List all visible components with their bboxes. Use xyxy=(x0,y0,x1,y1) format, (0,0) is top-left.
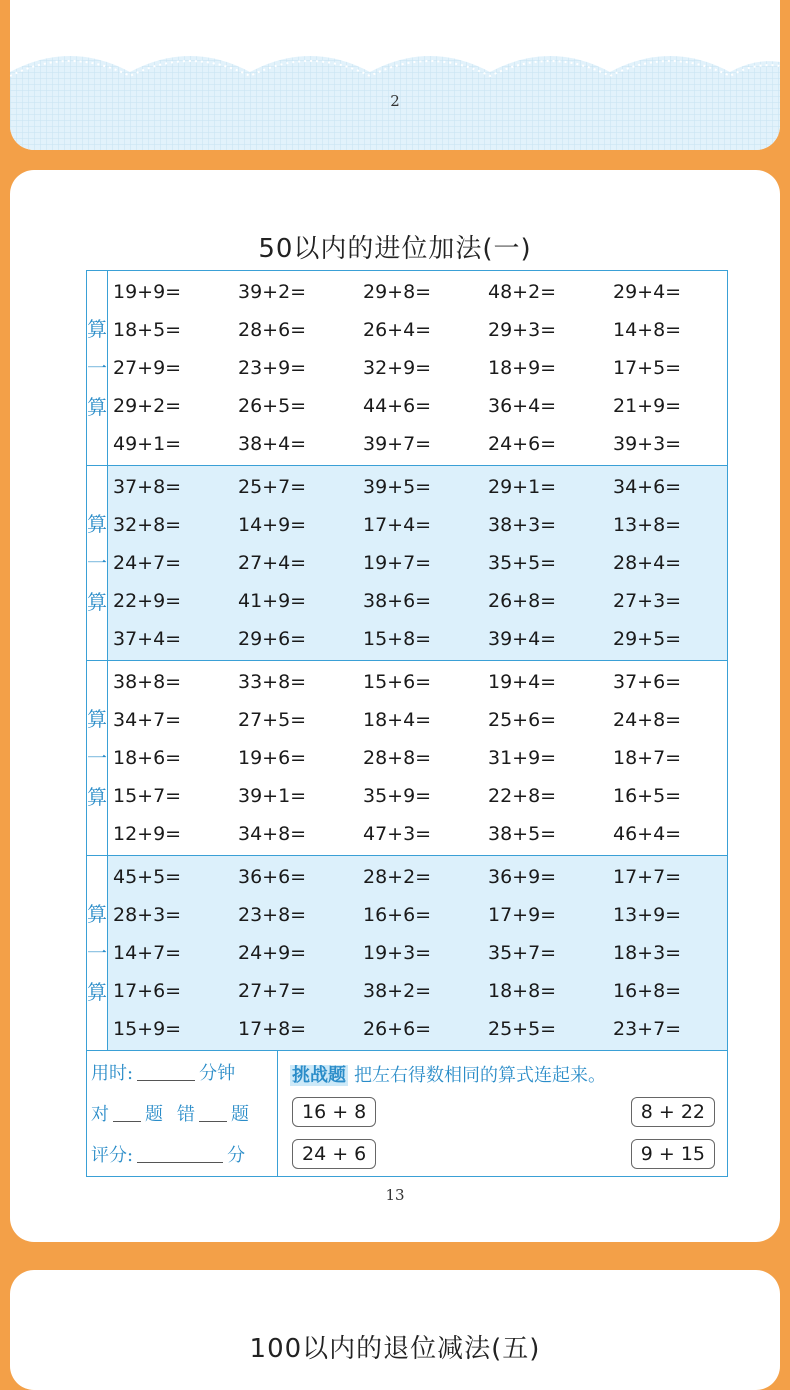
section-side-label xyxy=(87,466,108,660)
section-side-label xyxy=(87,856,108,1050)
exercise-item: 39+3= xyxy=(613,433,682,455)
exercise-section-4 xyxy=(87,856,727,1051)
exercise-item: 25+7= xyxy=(238,476,307,498)
exercise-item: 38+4= xyxy=(238,433,307,455)
correct-label: 对 xyxy=(91,1103,109,1125)
exercise-item: 27+5= xyxy=(238,709,307,731)
exercise-item: 37+6= xyxy=(613,671,682,693)
exercise-item: 36+9= xyxy=(488,866,557,888)
section-side-label xyxy=(87,661,108,855)
score-blank[interactable] xyxy=(137,1144,223,1163)
exercise-item: 28+6= xyxy=(238,319,307,341)
exercise-row xyxy=(108,701,733,739)
exercise-item: 15+7= xyxy=(113,785,182,807)
exercise-item: 21+9= xyxy=(613,395,682,417)
exercise-item: 47+3= xyxy=(363,823,432,845)
exercise-item: 34+6= xyxy=(613,476,682,498)
exercise-item: 17+5= xyxy=(613,357,682,379)
side-char: 算 xyxy=(87,394,107,419)
exercise-row xyxy=(108,663,733,701)
exercise-item: 46+4= xyxy=(613,823,682,845)
exercise-item: 24+8= xyxy=(613,709,682,731)
exercise-item: 16+8= xyxy=(613,980,682,1002)
right-equation-2[interactable]: 9 + 15 xyxy=(631,1139,715,1169)
exercise-item: 13+8= xyxy=(613,514,682,536)
exercise-item: 28+2= xyxy=(363,866,432,888)
exercise-item: 18+9= xyxy=(488,357,557,379)
side-char: 一 xyxy=(87,550,107,575)
exercise-row xyxy=(108,777,733,815)
exercise-item: 35+5= xyxy=(488,552,557,574)
exercise-item: 19+4= xyxy=(488,671,557,693)
exercise-item: 15+8= xyxy=(363,628,432,650)
exercise-row xyxy=(108,739,733,777)
exercise-item: 39+2= xyxy=(238,281,307,303)
exercise-item: 38+5= xyxy=(488,823,557,845)
exercise-item: 28+4= xyxy=(613,552,682,574)
challenge-instruction xyxy=(290,1061,606,1087)
exercise-item: 26+6= xyxy=(363,1018,432,1040)
worksheet-card xyxy=(10,170,780,1242)
exercise-item: 19+7= xyxy=(363,552,432,574)
score-unit: 分 xyxy=(227,1144,246,1166)
worksheet-footer xyxy=(87,1051,727,1176)
exercise-row xyxy=(108,349,733,387)
correct-wrong-line xyxy=(91,1092,277,1133)
exercise-item: 34+7= xyxy=(113,709,182,731)
exercise-item: 38+6= xyxy=(363,590,432,612)
exercise-item: 26+5= xyxy=(238,395,307,417)
exercise-item: 39+5= xyxy=(363,476,432,498)
exercise-item: 38+2= xyxy=(363,980,432,1002)
exercise-item: 27+4= xyxy=(238,552,307,574)
side-char: 算 xyxy=(87,589,107,614)
exercise-grid xyxy=(86,270,728,1177)
exercise-item: 18+8= xyxy=(488,980,557,1002)
exercise-row xyxy=(108,273,733,311)
page-number: 13 xyxy=(385,1186,405,1204)
exercise-item: 23+7= xyxy=(613,1018,682,1040)
exercise-item: 48+2= xyxy=(488,281,557,303)
exercise-item: 19+3= xyxy=(363,942,432,964)
exercise-item: 39+1= xyxy=(238,785,307,807)
exercise-item: 28+3= xyxy=(113,904,182,926)
side-char: 一 xyxy=(87,940,107,965)
exercise-item: 22+8= xyxy=(488,785,557,807)
side-char: 算 xyxy=(87,316,107,341)
exercise-section-2 xyxy=(87,466,727,661)
exercise-item: 16+5= xyxy=(613,785,682,807)
challenge-tag: 挑战题 xyxy=(292,1065,346,1086)
exercise-item: 49+1= xyxy=(113,433,182,455)
exercise-section-1 xyxy=(87,271,727,466)
exercise-item: 29+5= xyxy=(613,628,682,650)
exercise-item: 17+8= xyxy=(238,1018,307,1040)
exercise-item: 23+9= xyxy=(238,357,307,379)
exercise-item: 32+9= xyxy=(363,357,432,379)
exercise-item: 25+6= xyxy=(488,709,557,731)
exercise-item: 38+3= xyxy=(488,514,557,536)
side-char: 算 xyxy=(87,784,107,809)
side-char: 一 xyxy=(87,355,107,380)
exercise-item: 24+7= xyxy=(113,552,182,574)
exercise-item: 34+8= xyxy=(238,823,307,845)
score-line xyxy=(91,1133,277,1174)
exercise-row xyxy=(108,858,733,896)
exercise-row xyxy=(108,468,733,506)
side-char: 算 xyxy=(87,979,107,1004)
exercise-item: 41+9= xyxy=(238,590,307,612)
exercise-item: 39+7= xyxy=(363,433,432,455)
exercise-item: 37+4= xyxy=(113,628,182,650)
exercise-item: 29+2= xyxy=(113,395,182,417)
exercise-row xyxy=(108,972,733,1010)
exercise-row xyxy=(108,1010,733,1048)
side-char: 一 xyxy=(87,745,107,770)
exercise-item: 12+9= xyxy=(113,823,182,845)
time-unit: 分钟 xyxy=(199,1062,236,1084)
exercise-row xyxy=(108,582,733,620)
scallop-decoration xyxy=(10,0,780,150)
score-label: 评分: xyxy=(91,1144,134,1166)
exercise-item: 18+3= xyxy=(613,942,682,964)
exercise-item: 36+4= xyxy=(488,395,557,417)
side-char: 算 xyxy=(87,901,107,926)
exercise-item: 24+6= xyxy=(488,433,557,455)
page-title: 50以内的进位加法(一) xyxy=(258,234,532,264)
exercise-row xyxy=(108,896,733,934)
exercise-item: 14+7= xyxy=(113,942,182,964)
time-label: 用时: xyxy=(91,1062,134,1084)
exercise-section-3 xyxy=(87,661,727,856)
exercise-item: 38+8= xyxy=(113,671,182,693)
exercise-item: 44+6= xyxy=(363,395,432,417)
exercise-item: 29+6= xyxy=(238,628,307,650)
time-line xyxy=(91,1051,277,1092)
exercise-item: 29+3= xyxy=(488,319,557,341)
right-equation-1[interactable]: 8 + 22 xyxy=(631,1097,715,1127)
exercise-item: 25+5= xyxy=(488,1018,557,1040)
exercise-row xyxy=(108,311,733,349)
exercise-item: 26+4= xyxy=(363,319,432,341)
exercise-item: 17+9= xyxy=(488,904,557,926)
time-blank[interactable] xyxy=(137,1062,195,1081)
left-equation-2[interactable]: 24 + 6 xyxy=(292,1139,376,1169)
previous-page-number: 2 xyxy=(390,92,400,110)
exercise-item: 18+5= xyxy=(113,319,182,341)
side-char: 算 xyxy=(87,706,107,731)
exercise-row xyxy=(108,387,733,425)
challenge-text: 把左右得数相同的算式连起来。 xyxy=(354,1065,606,1086)
exercise-item: 17+4= xyxy=(363,514,432,536)
section-side-label xyxy=(87,271,108,465)
exercise-item: 18+4= xyxy=(363,709,432,731)
exercise-item: 18+6= xyxy=(113,747,182,769)
wrong-label: 错 xyxy=(177,1103,195,1125)
exercise-item: 29+4= xyxy=(613,281,682,303)
exercise-row xyxy=(108,620,733,658)
left-equation-1[interactable]: 16 + 8 xyxy=(292,1097,376,1127)
side-char: 算 xyxy=(87,511,107,536)
next-page-title: 100以内的退位减法(五) xyxy=(249,1334,541,1364)
exercise-item: 18+7= xyxy=(613,747,682,769)
exercise-item: 45+5= xyxy=(113,866,182,888)
question-label: 题 xyxy=(231,1103,249,1125)
exercise-item: 14+9= xyxy=(238,514,307,536)
exercise-item: 17+6= xyxy=(113,980,182,1002)
exercise-row xyxy=(108,506,733,544)
exercise-item: 32+8= xyxy=(113,514,182,536)
exercise-item: 24+9= xyxy=(238,942,307,964)
exercise-item: 17+7= xyxy=(613,866,682,888)
exercise-row xyxy=(108,425,733,463)
challenge-panel xyxy=(278,1051,727,1176)
exercise-item: 27+9= xyxy=(113,357,182,379)
exercise-item: 23+8= xyxy=(238,904,307,926)
exercise-item: 29+1= xyxy=(488,476,557,498)
next-page-card xyxy=(10,1270,780,1390)
exercise-item: 15+9= xyxy=(113,1018,182,1040)
exercise-item: 35+9= xyxy=(363,785,432,807)
exercise-item: 19+6= xyxy=(238,747,307,769)
wrong-blank[interactable] xyxy=(199,1103,227,1122)
exercise-item: 35+7= xyxy=(488,942,557,964)
correct-blank[interactable] xyxy=(113,1103,141,1122)
exercise-item: 27+3= xyxy=(613,590,682,612)
exercise-row xyxy=(108,934,733,972)
exercise-item: 29+8= xyxy=(363,281,432,303)
question-label: 题 xyxy=(145,1103,163,1125)
exercise-item: 19+9= xyxy=(113,281,182,303)
previous-page-card xyxy=(10,0,780,150)
exercise-item: 26+8= xyxy=(488,590,557,612)
exercise-item: 14+8= xyxy=(613,319,682,341)
exercise-item: 27+7= xyxy=(238,980,307,1002)
exercise-row xyxy=(108,544,733,582)
exercise-item: 39+4= xyxy=(488,628,557,650)
exercise-item: 28+8= xyxy=(363,747,432,769)
exercise-item: 16+6= xyxy=(363,904,432,926)
exercise-item: 15+6= xyxy=(363,671,432,693)
exercise-item: 33+8= xyxy=(238,671,307,693)
exercise-item: 13+9= xyxy=(613,904,682,926)
exercise-item: 31+9= xyxy=(488,747,557,769)
score-panel xyxy=(87,1051,278,1176)
exercise-item: 22+9= xyxy=(113,590,182,612)
exercise-row xyxy=(108,815,733,853)
exercise-item: 36+6= xyxy=(238,866,307,888)
exercise-item: 37+8= xyxy=(113,476,182,498)
